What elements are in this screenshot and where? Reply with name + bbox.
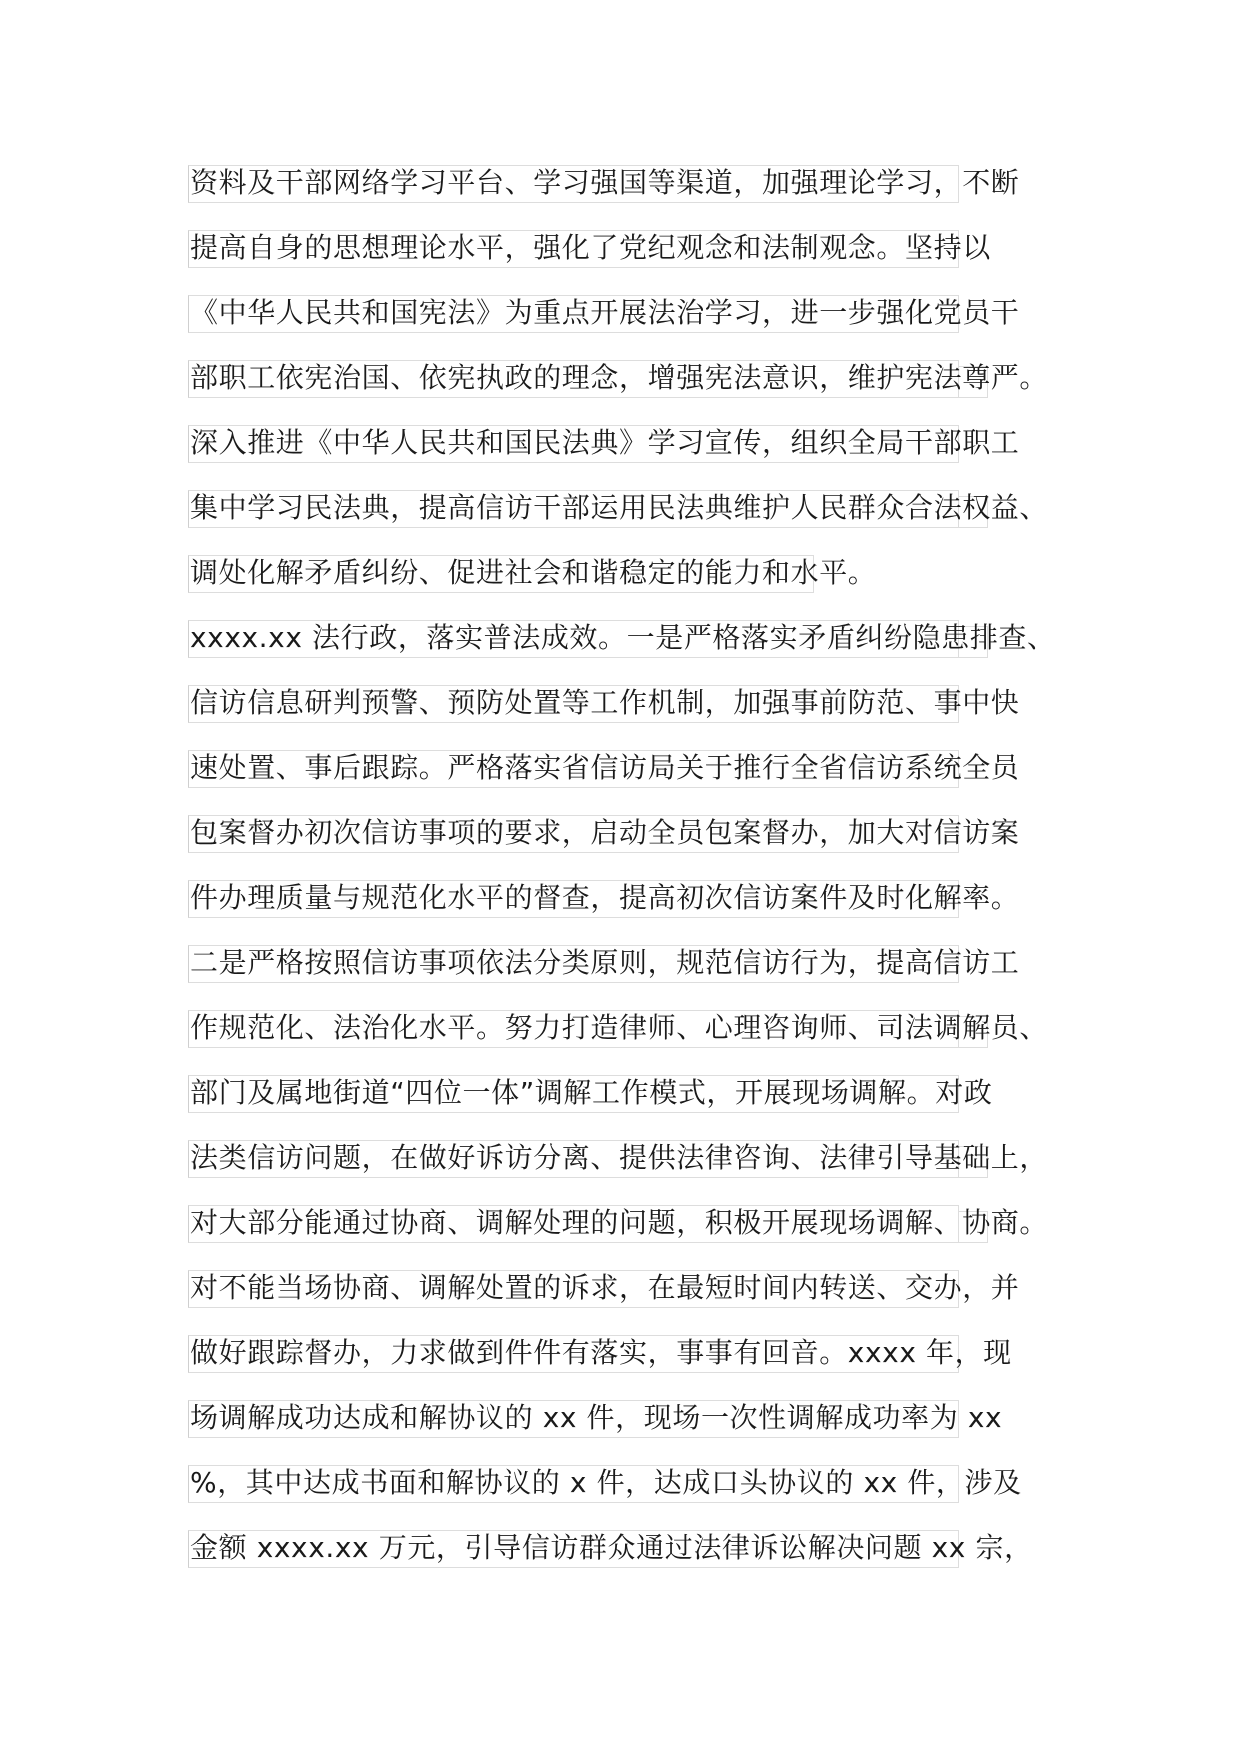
line-text: 速处置、事后跟踪。严格落实省信访局关于推行全省信访系统全员 [190,751,1020,784]
text-line-21 [188,1463,1088,1528]
line-text: 作规范化、法治化水平。努力打造律师、心理咨询师、司法调解员、 [190,1011,1049,1044]
text-line-14 [188,1008,1088,1073]
text-line-16 [188,1138,1088,1203]
line-text: 信访信息研判预警、预防处置等工作机制，加强事前防范、事中快 [190,686,1020,719]
text-line-10 [188,748,1088,813]
line-text: 部门及属地街道“四位一体”调解工作模式，开展现场调解。对政 [190,1076,993,1109]
text-line-17 [188,1203,1088,1268]
line-text: 法类信访问题，在做好诉访分离、提供法律咨询、法律引导基础上， [190,1141,1049,1174]
line-text: 调处化解矛盾纠纷、促进社会和谐稳定的能力和水平。 [190,556,877,589]
text-line-20 [188,1398,1088,1463]
text-line-8 [188,618,1088,683]
text-line-1 [188,163,1088,228]
line-text: 场调解成功达成和解协议的 xx 件，现场一次性调解成功率为 xx [190,1401,1003,1434]
line-text: 金额 xxxx.xx 万元，引导信访群众通过法律诉讼解决问题 xx 宗， [190,1531,1033,1564]
line-text: 提高自身的思想理论水平，强化了党纪观念和法制观念。坚持以 [190,231,991,264]
text-line-11 [188,813,1088,878]
line-text: 做好跟踪督办，力求做到件件有落实，事事有回音。xxxx 年，现 [190,1336,1012,1369]
body-text [188,163,1088,1593]
text-line-15 [188,1073,1088,1138]
line-text: xxxx.xx 法行政，落实普法成效。一是严格落实矛盾纠纷隐患排查、 [190,621,1056,654]
line-text: 集中学习民法典，提高信访干部运用民法典维护人民群众合法权益、 [190,491,1049,524]
text-line-7 [188,553,1088,618]
text-line-4 [188,358,1088,423]
line-text: 件办理质量与规范化水平的督查，提高初次信访案件及时化解率。 [190,881,1020,914]
text-line-19 [188,1333,1088,1398]
text-line-22 [188,1528,1088,1593]
text-line-12 [188,878,1088,943]
line-text: 资料及干部网络学习平台、学习强国等渠道，加强理论学习，不断 [190,166,1020,199]
line-text: 部职工依宪治国、依宪执政的理念，增强宪法意识，维护宪法尊严。 [190,361,1049,394]
text-line-6 [188,488,1088,553]
text-line-13 [188,943,1088,1008]
line-text: 深入推进《中华人民共和国民法典》学习宣传，组织全局干部职工 [190,426,1020,459]
line-text: %，其中达成书面和解协议的 x 件，达成口头协议的 xx 件，涉及 [190,1466,1022,1499]
text-line-3 [188,293,1088,358]
text-line-5 [188,423,1088,488]
line-text: 对大部分能通过协商、调解处理的问题，积极开展现场调解、协商。 [190,1206,1049,1239]
line-text: 《中华人民共和国宪法》为重点开展法治学习，进一步强化党员干 [190,296,1020,329]
text-line-18 [188,1268,1088,1333]
line-text: 二是严格按照信访事项依法分类原则，规范信访行为，提高信访工 [190,946,1020,979]
text-line-2 [188,228,1088,293]
line-text: 包案督办初次信访事项的要求，启动全员包案督办，加大对信访案 [190,816,1020,849]
text-line-9 [188,683,1088,748]
line-text: 对不能当场协商、调解处置的诉求，在最短时间内转送、交办，并 [190,1271,1020,1304]
